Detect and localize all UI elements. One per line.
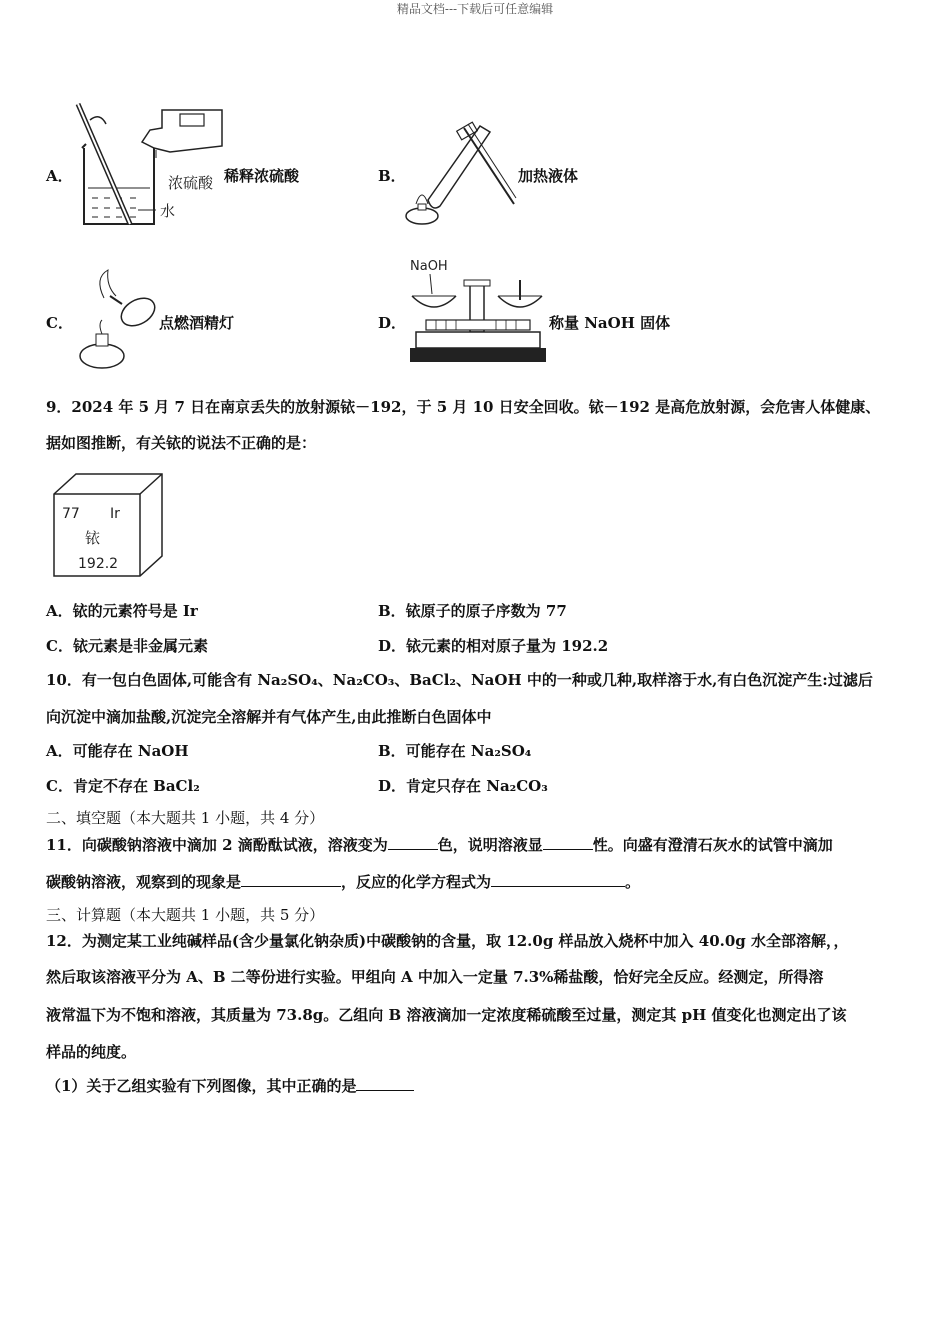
q10-stem-line1: 10．有一包白色固体,可能含有 Na₂SO₄、Na₂CO₃、BaCl₂、NaOH 中的一种或几种,取样溶于水,有白色沉淀产生:过滤后 <box>46 671 873 689</box>
element-atomic-mass: 192.2 <box>78 556 119 572</box>
dilute-sulfuric-acid-figure <box>72 100 227 230</box>
q11-text-2: 色，说明溶液显 <box>437 836 543 854</box>
q10-option-d: D．肯定只存在 Na₂CO₃ <box>378 777 548 795</box>
q8-option-a-label: 稀释浓硫酸 <box>224 167 300 185</box>
q11-text-6: 。 <box>625 873 641 891</box>
q11-text-3: 性。向盛有澄清石灰水的试管中滴加 <box>592 836 833 854</box>
q11-blank-property[interactable] <box>543 835 593 850</box>
q12-line1: 12．为测定某工业纯碱样品(含少量氯化钠杂质)中碳酸钠的含量，取 12.0g 样品放入烧杯中加入 40.0g 水全部溶解，， <box>46 932 849 950</box>
q8-option-a-letter: A． <box>46 167 73 185</box>
q11-line2 <box>46 871 640 892</box>
q11-blank-equation[interactable] <box>491 872 625 887</box>
q10-option-a: A．可能存在 NaOH <box>46 742 189 760</box>
q12-sub1 <box>46 1075 414 1096</box>
q11-text-4: 碳酸钠溶液，观察到的现象是 <box>46 873 242 891</box>
q11-text-1: 11．向碳酸钠溶液中滴加 2 滴酚酞试液，溶液变为 <box>46 836 388 854</box>
element-name: 铱 <box>85 529 101 547</box>
q11-blank-color[interactable] <box>388 835 438 850</box>
q12-sub1-blank[interactable] <box>356 1076 414 1091</box>
q9-option-a: A．铱的元素符号是 Ir <box>46 602 198 620</box>
q12-sub1-text: （1）关于乙组实验有下列图像，其中正确的是 <box>46 1077 357 1095</box>
element-atomic-number: 77 <box>62 506 80 522</box>
fig-water-label: 水 <box>160 202 176 220</box>
fig-naoh-label: NaOH <box>410 259 448 274</box>
q8-option-b-letter: B． <box>378 167 406 185</box>
q12-line2: 然后取该溶液平分为 A、B 二等份进行实验。甲组向 A 中加入一定量 7.3%稀盐酸，恰好完全反应。经测定，所得溶 <box>46 968 824 986</box>
q10-stem-line2: 向沉淀中滴加盐酸,沉淀完全溶解并有气体产生,由此推断白色固体中 <box>46 708 492 726</box>
q8-option-d-letter: D． <box>378 314 407 332</box>
light-alcohol-lamp-figure <box>74 268 160 372</box>
q11-blank-phenomenon[interactable] <box>241 872 341 887</box>
q10-option-c: C．肯定不存在 BaCl₂ <box>46 777 200 795</box>
iridium-element-card <box>52 472 164 578</box>
q12-line3: 液常温下为不饱和溶液，其质量为 73.8g。乙组向 B 溶液滴加一定浓度稀硫酸至过量，测定其 pH 值变化也测定出了该 <box>46 1006 847 1024</box>
q8-option-c-letter: C． <box>46 314 73 332</box>
heating-liquid-figure <box>398 118 518 228</box>
q9-option-c: C．铱元素是非金属元素 <box>46 637 208 655</box>
q8-option-b-label: 加热液体 <box>518 167 579 185</box>
q10-option-b: B．可能存在 Na₂SO₄ <box>378 742 532 760</box>
element-symbol: Ir <box>110 506 120 522</box>
q8-option-c-label: 点燃酒精灯 <box>159 314 235 332</box>
page-header: 精品文档---下载后可任意编辑 <box>396 2 554 16</box>
q11-text-5: ，反应的化学方程式为 <box>341 873 492 891</box>
section3-heading: 三、计算题（本大题共 1 小题，共 5 分） <box>46 906 325 924</box>
q9-option-b: B．铱原子的原子序数为 77 <box>378 602 567 620</box>
q9-stem-line2: 据如图推断，有关铱的说法不正确的是： <box>46 434 317 452</box>
q9-stem-line1: 9．2024 年 5 月 7 日在南京丢失的放射源铱－192，于 5 月 10 日安全回收。铱－192 是高危放射源，会危害人体健康、 <box>46 398 881 416</box>
section2-heading: 二、填空题（本大题共 1 小题，共 4 分） <box>46 809 325 827</box>
q9-option-d: D．铱元素的相对原子量为 192.2 <box>378 637 609 655</box>
q12-line4: 样品的纯度。 <box>46 1043 137 1061</box>
q8-option-d-label: 称量 NaOH 固体 <box>549 314 671 332</box>
q11-line1 <box>46 834 833 855</box>
fig-acid-label: 浓硫酸 <box>168 174 214 192</box>
weigh-naoh-figure <box>406 254 550 370</box>
